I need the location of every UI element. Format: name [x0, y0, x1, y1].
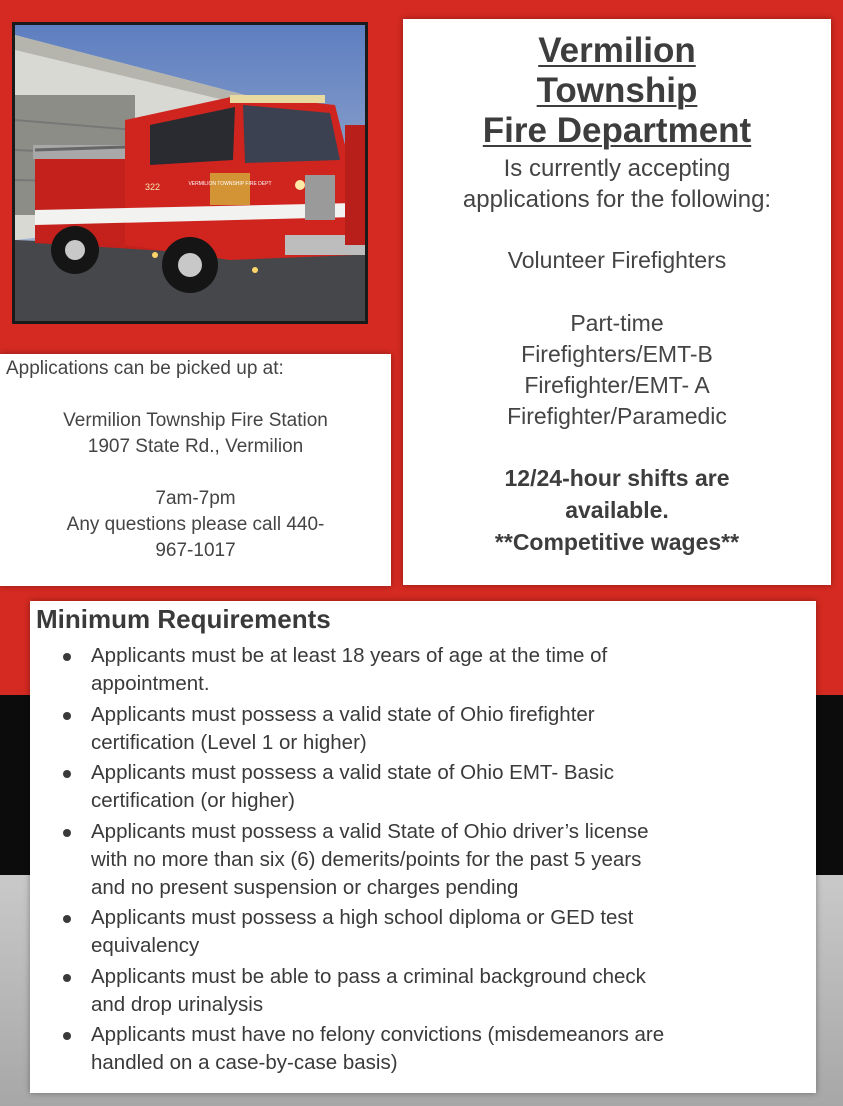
bullet-icon [63, 653, 71, 661]
requirement-line: handled on a case-by-case basis) [91, 1051, 398, 1074]
title-panel [403, 19, 831, 585]
bullet-icon [63, 770, 71, 778]
station-name: Vermilion Township Fire Station [63, 410, 328, 431]
intro-line-1: Is currently accepting [503, 155, 731, 182]
shifts-line-2: available. [565, 497, 669, 523]
department-title [403, 31, 831, 151]
requirement-background-check [36, 963, 816, 1019]
pickup-heading: Applications can be picked up at: [6, 358, 284, 379]
requirement-line: Applicants must possess a high school diploma or GED test [91, 906, 634, 929]
requirement-line: and no present suspension or charges pending [91, 875, 519, 899]
title-line-3: Fire Department [482, 111, 752, 150]
station-address: 1907 State Rd., Vermilion [87, 436, 304, 457]
requirement-emt-cert [36, 759, 816, 815]
truck-unit-number: 322 [145, 182, 161, 192]
intro-text [403, 153, 831, 215]
requirement-line: equivalency [91, 934, 200, 957]
requirement-line: Applicants must be able to pass a criminal background check [91, 964, 646, 988]
requirement-line: certification (or higher) [91, 789, 295, 812]
bullet-icon [63, 1032, 71, 1040]
requirement-line: and drop urinalysis [91, 992, 264, 1016]
shifts-line-1: 12/24-hour shifts are [504, 465, 730, 491]
questions-line-1: Any questions please call 440- [66, 514, 325, 535]
requirement-firefighter-cert [36, 701, 816, 757]
intro-line-2: applications for the following: [462, 186, 772, 213]
position-volunteer: Volunteer Firefighters [507, 247, 727, 273]
requirement-line: with no more than six (6) demerits/points for the past 5 years [91, 847, 642, 871]
bullet-icon [63, 974, 71, 982]
bullet-icon [63, 829, 71, 837]
requirements-title: Minimum Requirements [36, 604, 331, 634]
wages-text: **Competitive wages** [494, 529, 740, 555]
requirement-diploma [36, 904, 816, 960]
pickup-hours: 7am-7pm [155, 488, 236, 509]
requirement-line: Applicants must have no felony convictions (misdemeanors are [91, 1023, 665, 1046]
questions-line-2: 967-1017 [155, 540, 236, 561]
pickup-panel [0, 354, 391, 586]
positions-list [403, 245, 831, 432]
requirement-line: Applicants must be at least 18 years of age at the time of [91, 644, 608, 667]
position-emt-a: Firefighter/EMT- A [524, 372, 710, 398]
bullet-icon [63, 712, 71, 720]
position-part-time: Part-time [570, 310, 664, 336]
bullet-icon [63, 915, 71, 923]
fire-truck-photo [12, 22, 368, 324]
title-line-1: Vermilion [538, 31, 696, 70]
title-line-2: Township [536, 71, 698, 110]
position-paramedic: Firefighter/Paramedic [507, 403, 727, 429]
requirement-drivers-license [36, 818, 816, 902]
requirement-line: Applicants must possess a valid state of Ohio firefighter [91, 702, 595, 726]
requirement-line: Applicants must possess a valid State of Ohio driver’s license [91, 819, 649, 843]
requirements-list [36, 642, 816, 1077]
shifts-text [403, 462, 831, 558]
position-emt-b: Firefighters/EMT-B [521, 341, 713, 367]
requirement-no-felony [36, 1021, 816, 1077]
truck-door-text: VERMILION TOWNSHIP FIRE DEPT [188, 181, 272, 187]
requirement-line: Applicants must possess a valid state of Ohio EMT- Basic [91, 761, 614, 784]
requirement-line: certification (Level 1 or higher) [91, 730, 367, 754]
requirement-age [36, 642, 816, 698]
requirement-line: appointment. [91, 672, 210, 695]
requirements-panel [30, 601, 816, 1093]
